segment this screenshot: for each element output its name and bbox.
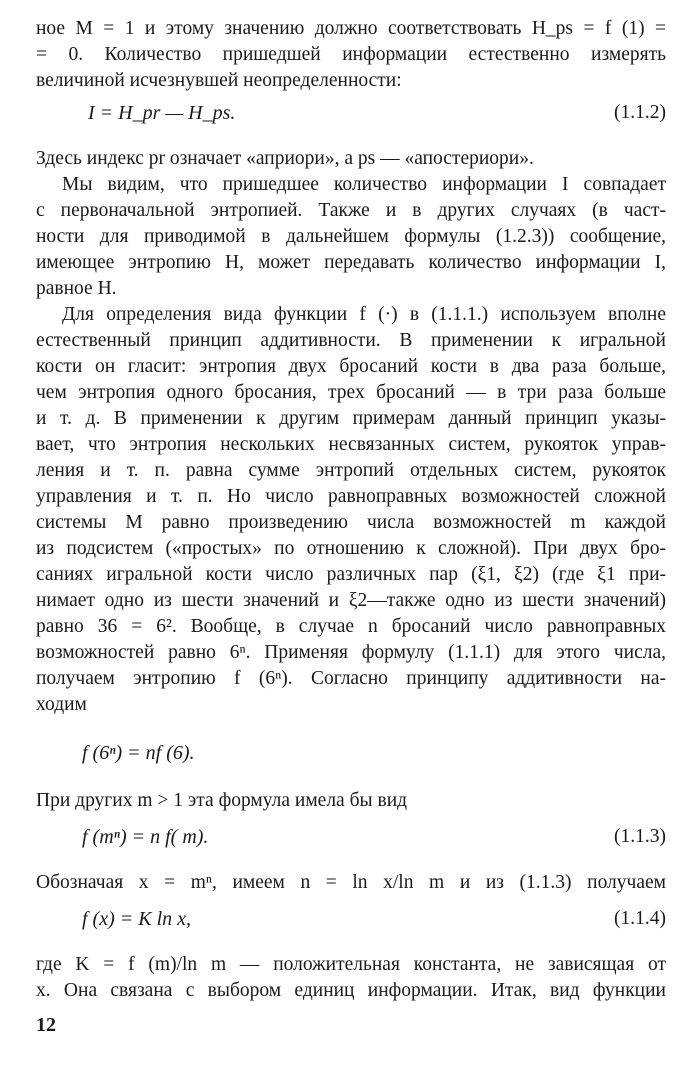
text-line: саниях игральной кости число различных пар (ξ1, ξ2) (где ξ1 при- <box>36 564 666 585</box>
text-line: ходим <box>36 694 87 715</box>
text-line: x. Она связана с выбором единиц информации. Итак, вид функции <box>36 980 666 1001</box>
text-line: системы M равно произведению числа возможностей m каждой <box>36 512 666 533</box>
text-line: нимает одно из шести значений и ξ2—также одно из шести значений) <box>36 590 666 611</box>
equation-nf6: f (6ⁿ) = nf (6). <box>82 742 195 764</box>
text-line: возможностей равно 6ⁿ. Применяя формулу (1.1.1) для этого числа, <box>36 642 666 663</box>
text-line: управления и т. п. Но число равноправных возможностей сложной <box>36 486 666 507</box>
equation-1-1-2: I = H_pr — H_ps. <box>88 102 236 124</box>
text-line: и т. д. В применении к другим примерам данный принцип указы- <box>36 408 666 429</box>
text-line: ности для приводимой в дальнейшем формулы (1.2.3)) сообщение, <box>36 226 666 247</box>
equation-1-1-4: f (x) = K ln x, <box>82 908 192 930</box>
text-line: ное M = 1 и этому значению должно соответствовать H_ps = f (1) = <box>36 18 666 39</box>
equation-number: (1.1.2) <box>614 102 666 123</box>
equation-number: (1.1.4) <box>614 908 666 929</box>
text-line: ления и т. п. равна сумме энтропий отдельных систем, рукояток <box>36 460 666 481</box>
text-line: где K = f (m)/ln m — положительная константа, не зависящая от <box>36 954 666 975</box>
text-line: естественный принцип аддитивности. В применении к игральной <box>36 330 666 351</box>
equation-1-1-3: f (mⁿ) = n f( m). <box>82 826 209 848</box>
text-line: с первоначальной энтропией. Также и в других случаях (в част- <box>36 200 666 221</box>
page-number: 12 <box>36 1014 56 1036</box>
text-line: Здесь индекс pr означает «априори», а ps — «апостериори». <box>36 148 534 169</box>
text-line: чем энтропия одного бросания, трех бросаний — в три раза больше <box>36 382 666 403</box>
text-line: из подсистем («простых» по отношению к сложной). При двух бро- <box>36 538 666 559</box>
text-line: кости он гласит: энтропия двух бросаний кости в два раза больше, <box>36 356 666 377</box>
text-line: равное H. <box>36 278 117 299</box>
text-line: величиной исчезнувшей неопределенности: <box>36 70 402 91</box>
text-line: вает, что энтропия нескольких несвязанных систем, рукояток управ- <box>36 434 666 455</box>
text-line: получаем энтропию f (6ⁿ). Согласно принципу аддитивности на- <box>36 668 666 689</box>
text-line: = 0. Количество пришедшей информации естественно измерять <box>36 44 666 65</box>
text-line: Для определения вида функции f (·) в (1.1.1.) используем вполне <box>62 304 666 325</box>
equation-number: (1.1.3) <box>614 826 666 847</box>
text-line: Обозначая x = mⁿ, имеем n = ln x/ln m и из (1.1.3) получаем <box>36 872 666 893</box>
text-line: равно 36 = 6². Вообще, в случае n бросаний число равноправных <box>36 616 666 637</box>
text-line: имеющее энтропию H, может передавать количество информации I, <box>36 252 666 273</box>
text-line: Мы видим, что пришедшее количество информации I совпадает <box>62 174 666 195</box>
text-line: При других m > 1 эта формула имела бы вид <box>36 790 408 811</box>
